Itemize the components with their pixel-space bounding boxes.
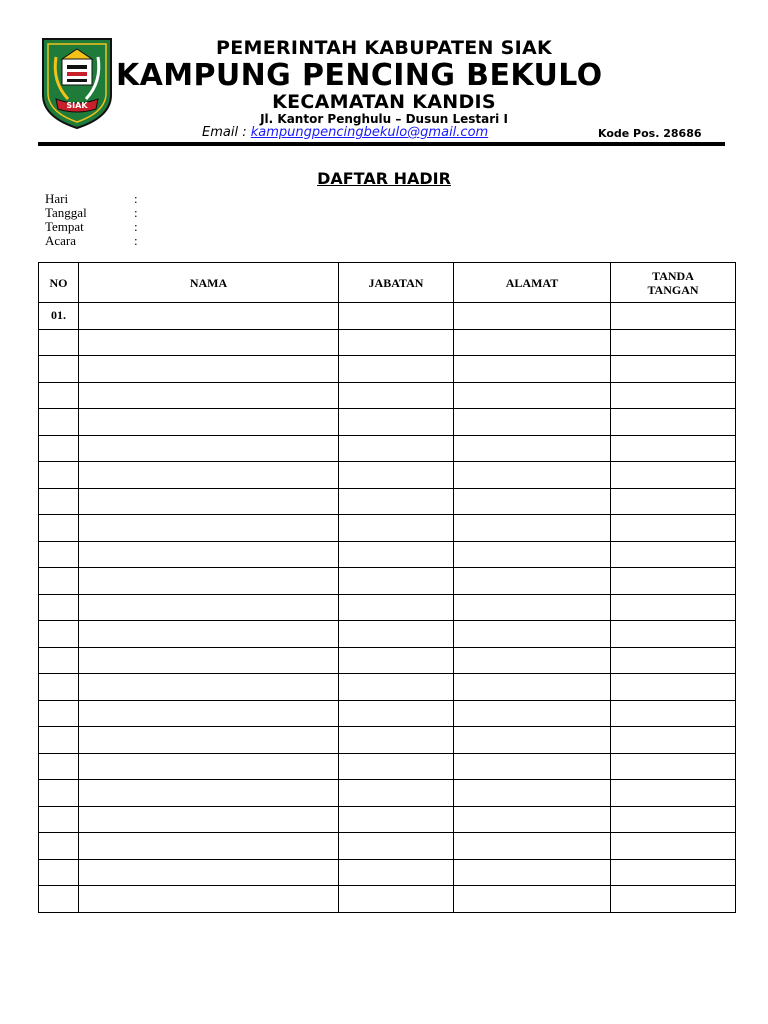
cell-alamat[interactable] bbox=[454, 541, 611, 568]
cell-nama[interactable] bbox=[79, 753, 339, 780]
cell-tanda-tangan[interactable] bbox=[611, 753, 736, 780]
cell-nama[interactable] bbox=[79, 515, 339, 542]
cell-alamat[interactable] bbox=[454, 647, 611, 674]
table-row bbox=[39, 462, 736, 489]
cell-alamat[interactable] bbox=[454, 568, 611, 595]
header-no: NO bbox=[39, 263, 79, 303]
cell-nama[interactable] bbox=[79, 700, 339, 727]
address: Jl. Kantor Penghulu – Dusun Lestari I bbox=[260, 112, 508, 126]
cell-jabatan[interactable] bbox=[339, 647, 454, 674]
cell-nama[interactable] bbox=[79, 886, 339, 913]
cell-jabatan[interactable] bbox=[339, 780, 454, 807]
cell-nama[interactable] bbox=[79, 674, 339, 701]
cell-tanda-tangan[interactable] bbox=[611, 594, 736, 621]
cell-no bbox=[39, 780, 79, 807]
email-line bbox=[202, 125, 488, 140]
cell-alamat[interactable] bbox=[454, 435, 611, 462]
cell-no bbox=[39, 674, 79, 701]
cell-tanda-tangan[interactable] bbox=[611, 806, 736, 833]
cell-no bbox=[39, 541, 79, 568]
cell-jabatan[interactable] bbox=[339, 727, 454, 754]
header-jabatan: JABATAN bbox=[339, 263, 454, 303]
cell-jabatan[interactable] bbox=[339, 886, 454, 913]
logo-text: SIAK bbox=[66, 101, 88, 110]
cell-nama[interactable] bbox=[79, 568, 339, 595]
cell-no bbox=[39, 647, 79, 674]
cell-no bbox=[39, 568, 79, 595]
cell-tanda-tangan[interactable] bbox=[611, 488, 736, 515]
cell-jabatan[interactable] bbox=[339, 833, 454, 860]
table-row bbox=[39, 647, 736, 674]
cell-jabatan[interactable] bbox=[339, 515, 454, 542]
cell-jabatan[interactable] bbox=[339, 594, 454, 621]
cell-tanda-tangan[interactable] bbox=[611, 382, 736, 409]
cell-no bbox=[39, 329, 79, 356]
table-row bbox=[39, 594, 736, 621]
info-colon: : bbox=[134, 219, 138, 234]
cell-alamat[interactable] bbox=[454, 621, 611, 648]
cell-no: 01. bbox=[39, 303, 79, 330]
cell-nama[interactable] bbox=[79, 594, 339, 621]
cell-alamat[interactable] bbox=[454, 859, 611, 886]
cell-no bbox=[39, 859, 79, 886]
cell-no bbox=[39, 462, 79, 489]
cell-tanda-tangan[interactable] bbox=[611, 886, 736, 913]
cell-tanda-tangan[interactable] bbox=[611, 409, 736, 436]
cell-alamat[interactable] bbox=[454, 356, 611, 383]
cell-nama[interactable] bbox=[79, 541, 339, 568]
cell-alamat[interactable] bbox=[454, 515, 611, 542]
table-row bbox=[39, 382, 736, 409]
info-label-hari: Hari bbox=[45, 191, 69, 206]
table-row bbox=[39, 674, 736, 701]
info-colon: : bbox=[134, 233, 138, 248]
document-title: DAFTAR HADIR bbox=[317, 169, 451, 188]
district-name: KECAMATAN KANDIS bbox=[272, 91, 496, 113]
table-row bbox=[39, 859, 736, 886]
cell-nama[interactable] bbox=[79, 806, 339, 833]
table-row bbox=[39, 568, 736, 595]
cell-tanda-tangan[interactable] bbox=[611, 700, 736, 727]
cell-nama[interactable] bbox=[79, 488, 339, 515]
cell-jabatan[interactable] bbox=[339, 462, 454, 489]
info-label-tanggal: Tanggal bbox=[45, 205, 87, 220]
cell-no bbox=[39, 382, 79, 409]
cell-tanda-tangan[interactable] bbox=[611, 515, 736, 542]
cell-tanda-tangan[interactable] bbox=[611, 541, 736, 568]
cell-jabatan[interactable] bbox=[339, 409, 454, 436]
cell-alamat[interactable] bbox=[454, 806, 611, 833]
cell-alamat[interactable] bbox=[454, 462, 611, 489]
cell-nama[interactable] bbox=[79, 780, 339, 807]
cell-jabatan[interactable] bbox=[339, 859, 454, 886]
cell-nama[interactable] bbox=[79, 621, 339, 648]
cell-no bbox=[39, 594, 79, 621]
cell-alamat[interactable] bbox=[454, 594, 611, 621]
table-row bbox=[39, 435, 736, 462]
cell-jabatan[interactable] bbox=[339, 568, 454, 595]
table-row bbox=[39, 329, 736, 356]
header-tanda-tangan: TANDA TANGAN bbox=[611, 263, 736, 303]
table-row bbox=[39, 541, 736, 568]
cell-alamat[interactable] bbox=[454, 700, 611, 727]
cell-nama[interactable] bbox=[79, 833, 339, 860]
cell-tanda-tangan[interactable] bbox=[611, 303, 736, 330]
cell-jabatan[interactable] bbox=[339, 303, 454, 330]
cell-tanda-tangan[interactable] bbox=[611, 462, 736, 489]
cell-no bbox=[39, 621, 79, 648]
table-row bbox=[39, 700, 736, 727]
cell-jabatan[interactable] bbox=[339, 356, 454, 383]
header-nama: NAMA bbox=[79, 263, 339, 303]
cell-alamat[interactable] bbox=[454, 329, 611, 356]
cell-no bbox=[39, 806, 79, 833]
table-row bbox=[39, 409, 736, 436]
government-name: PEMERINTAH KABUPATEN SIAK bbox=[216, 37, 552, 59]
cell-alamat[interactable] bbox=[454, 753, 611, 780]
cell-no bbox=[39, 435, 79, 462]
table-row bbox=[39, 833, 736, 860]
cell-tanda-tangan[interactable] bbox=[611, 435, 736, 462]
cell-alamat[interactable] bbox=[454, 727, 611, 754]
table-row bbox=[39, 621, 736, 648]
cell-tanda-tangan[interactable] bbox=[611, 727, 736, 754]
table-row bbox=[39, 515, 736, 542]
cell-nama[interactable] bbox=[79, 859, 339, 886]
cell-jabatan[interactable] bbox=[339, 806, 454, 833]
cell-no bbox=[39, 753, 79, 780]
table-row bbox=[39, 356, 736, 383]
cell-no bbox=[39, 409, 79, 436]
cell-no bbox=[39, 886, 79, 913]
email-label: Email : bbox=[202, 125, 251, 140]
cell-jabatan[interactable] bbox=[339, 382, 454, 409]
cell-nama[interactable] bbox=[79, 435, 339, 462]
cell-tanda-tangan[interactable] bbox=[611, 833, 736, 860]
table-row bbox=[39, 727, 736, 754]
table-row bbox=[39, 303, 736, 330]
cell-tanda-tangan[interactable] bbox=[611, 674, 736, 701]
cell-no bbox=[39, 488, 79, 515]
table-row bbox=[39, 886, 736, 913]
attendance-table bbox=[38, 262, 736, 913]
cell-jabatan[interactable] bbox=[339, 329, 454, 356]
cell-no bbox=[39, 833, 79, 860]
cell-tanda-tangan[interactable] bbox=[611, 356, 736, 383]
cell-alamat[interactable] bbox=[454, 488, 611, 515]
cell-nama[interactable] bbox=[79, 382, 339, 409]
table-row bbox=[39, 488, 736, 515]
cell-alamat[interactable] bbox=[454, 303, 611, 330]
cell-tanda-tangan[interactable] bbox=[611, 780, 736, 807]
info-label-acara: Acara bbox=[45, 233, 77, 248]
info-label-tempat: Tempat bbox=[45, 219, 84, 234]
cell-nama[interactable] bbox=[79, 356, 339, 383]
info-colon: : bbox=[134, 191, 138, 206]
table-row bbox=[39, 806, 736, 833]
postal-code: Kode Pos. 28686 bbox=[598, 127, 702, 140]
table-row bbox=[39, 753, 736, 780]
cell-tanda-tangan[interactable] bbox=[611, 647, 736, 674]
cell-no bbox=[39, 727, 79, 754]
cell-no bbox=[39, 700, 79, 727]
cell-nama[interactable] bbox=[79, 727, 339, 754]
cell-nama[interactable] bbox=[79, 462, 339, 489]
info-colon: : bbox=[134, 205, 138, 220]
cell-jabatan[interactable] bbox=[339, 700, 454, 727]
cell-alamat[interactable] bbox=[454, 780, 611, 807]
cell-alamat[interactable] bbox=[454, 833, 611, 860]
cell-jabatan[interactable] bbox=[339, 674, 454, 701]
cell-jabatan[interactable] bbox=[339, 435, 454, 462]
cell-tanda-tangan[interactable] bbox=[611, 859, 736, 886]
header-alamat: ALAMAT bbox=[454, 263, 611, 303]
cell-jabatan[interactable] bbox=[339, 541, 454, 568]
village-name: KAMPUNG PENCING BEKULO bbox=[116, 58, 603, 93]
cell-no bbox=[39, 356, 79, 383]
cell-jabatan[interactable] bbox=[339, 488, 454, 515]
cell-nama[interactable] bbox=[79, 409, 339, 436]
cell-nama[interactable] bbox=[79, 329, 339, 356]
cell-no bbox=[39, 515, 79, 542]
cell-tanda-tangan[interactable] bbox=[611, 621, 736, 648]
table-row bbox=[39, 780, 736, 807]
cell-nama[interactable] bbox=[79, 647, 339, 674]
email-link[interactable]: kampungpencingbekulo@gmail.com bbox=[250, 125, 489, 140]
cell-nama[interactable] bbox=[79, 303, 339, 330]
cell-alamat[interactable] bbox=[454, 409, 611, 436]
cell-alamat[interactable] bbox=[454, 886, 611, 913]
cell-alamat[interactable] bbox=[454, 382, 611, 409]
cell-alamat[interactable] bbox=[454, 674, 611, 701]
table-header-row bbox=[39, 263, 736, 303]
cell-tanda-tangan[interactable] bbox=[611, 329, 736, 356]
cell-jabatan[interactable] bbox=[339, 753, 454, 780]
cell-tanda-tangan[interactable] bbox=[611, 568, 736, 595]
cell-jabatan[interactable] bbox=[339, 621, 454, 648]
header-divider bbox=[38, 142, 725, 146]
